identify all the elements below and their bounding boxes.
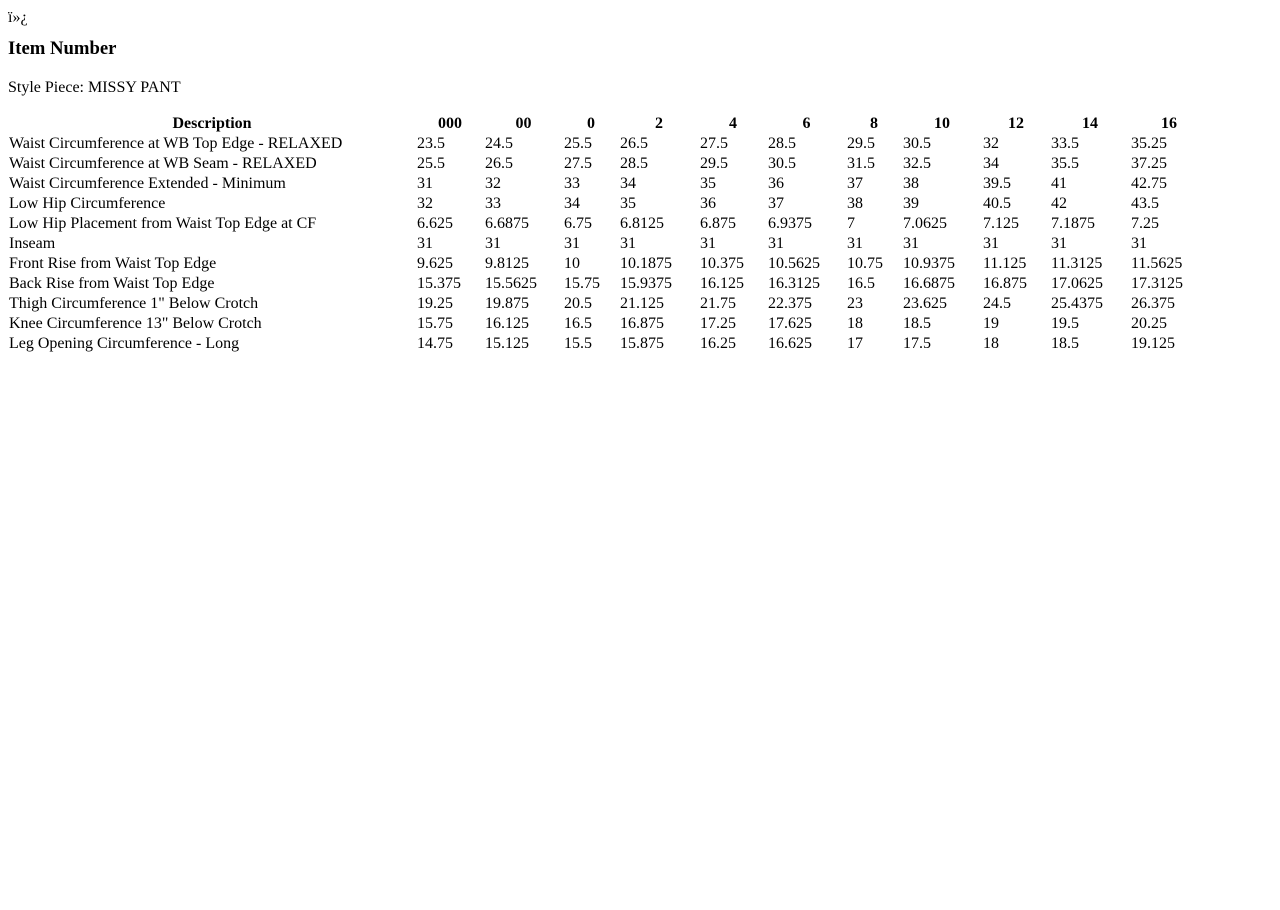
- measurement-value-cell: 19.125: [1131, 335, 1175, 352]
- measurement-value-cell: 16.25: [700, 335, 736, 352]
- measurement-value-cell: 6.6875: [485, 215, 529, 232]
- measurement-value-cell: 11.3125: [1051, 255, 1103, 272]
- measurement-value-cell: 35.25: [1131, 135, 1167, 152]
- column-header-size: 2: [655, 115, 663, 132]
- table-row: [8, 214, 1208, 234]
- column-header-size: 14: [1082, 115, 1098, 132]
- measurement-value-cell: 15.5625: [485, 275, 537, 292]
- measurement-value-cell: 36: [768, 175, 784, 192]
- measurement-value-cell: 20.5: [564, 295, 592, 312]
- measurement-value-cell: 16.5: [847, 275, 875, 292]
- measurement-value-cell: 15.75: [417, 315, 453, 332]
- measurement-value-cell: 10.1875: [620, 255, 672, 272]
- measurement-value-cell: 31: [620, 235, 636, 252]
- measurement-value-cell: 9.8125: [485, 255, 529, 272]
- measurement-description-cell: Front Rise from Waist Top Edge: [9, 255, 217, 272]
- measurement-value-cell: 37: [847, 175, 863, 192]
- measurement-value-cell: 18.5: [1051, 335, 1079, 352]
- measurement-value-cell: 32: [983, 135, 999, 152]
- measurement-value-cell: 16.875: [983, 275, 1027, 292]
- document-page: [0, 0, 1280, 354]
- measurement-value-cell: 32: [417, 195, 433, 212]
- measurement-value-cell: 7.1875: [1051, 215, 1095, 232]
- column-header-size: 6: [802, 115, 811, 132]
- measurement-description-cell: Low Hip Placement from Waist Top Edge at CF: [9, 215, 317, 232]
- table-row: [8, 314, 1208, 334]
- measurement-value-cell: 34: [983, 155, 999, 172]
- measurement-value-cell: 19.5: [1051, 315, 1079, 332]
- measurement-value-cell: 38: [903, 175, 919, 192]
- measurement-value-cell: 33.5: [1051, 135, 1079, 152]
- measurement-value-cell: 23.5: [417, 135, 445, 152]
- measurement-value-cell: 20.25: [1131, 315, 1167, 332]
- measurement-value-cell: 37.25: [1131, 155, 1167, 172]
- table-row: [8, 294, 1208, 314]
- measurement-value-cell: 39.5: [983, 175, 1011, 192]
- measurement-description-cell: Waist Circumference at WB Top Edge - RELAXED: [9, 135, 343, 152]
- measurement-value-cell: 25.4375: [1051, 295, 1103, 312]
- measurement-value-cell: 19.25: [417, 295, 453, 312]
- measurement-value-cell: 18: [983, 335, 999, 352]
- measurement-value-cell: 10.375: [700, 255, 744, 272]
- measurement-description-cell: Waist Circumference Extended - Minimum: [9, 175, 286, 192]
- measurement-value-cell: 6.875: [700, 215, 736, 232]
- table-body: [8, 134, 1208, 354]
- measurement-value-cell: 32: [485, 175, 501, 192]
- measurement-value-cell: 42: [1051, 195, 1067, 212]
- measurement-value-cell: 31: [1051, 235, 1067, 252]
- measurement-value-cell: 31: [903, 235, 919, 252]
- table-row: [8, 134, 1208, 154]
- measurement-value-cell: 23.625: [903, 295, 947, 312]
- table-row: [8, 154, 1208, 174]
- measurement-value-cell: 27.5: [564, 155, 592, 172]
- measurement-value-cell: 6.9375: [768, 215, 812, 232]
- column-header-size: 000: [438, 115, 462, 132]
- measurement-value-cell: 15.5: [564, 335, 592, 352]
- measurement-value-cell: 29.5: [847, 135, 875, 152]
- measurement-value-cell: 15.875: [620, 335, 664, 352]
- measurement-value-cell: 33: [564, 175, 580, 192]
- measurement-value-cell: 31: [983, 235, 999, 252]
- measurement-value-cell: 26.375: [1131, 295, 1175, 312]
- table-row: [8, 254, 1208, 274]
- measurement-value-cell: 21.125: [620, 295, 664, 312]
- table-row: [8, 334, 1208, 354]
- measurement-value-cell: 10.75: [847, 255, 883, 272]
- measurement-value-cell: 23: [847, 295, 863, 312]
- measurement-value-cell: 28.5: [620, 155, 648, 172]
- measurement-value-cell: 11.5625: [1131, 255, 1183, 272]
- measurement-value-cell: 10: [564, 255, 580, 272]
- measurement-value-cell: 7.125: [983, 215, 1019, 232]
- measurement-value-cell: 15.125: [485, 335, 529, 352]
- measurement-value-cell: 17.3125: [1131, 275, 1183, 292]
- measurement-value-cell: 17.0625: [1051, 275, 1103, 292]
- measurement-value-cell: 6.8125: [620, 215, 664, 232]
- measurement-value-cell: 10.5625: [768, 255, 820, 272]
- measurement-value-cell: 30.5: [903, 135, 931, 152]
- measurement-value-cell: 33: [485, 195, 501, 212]
- measurement-value-cell: 31: [847, 235, 863, 252]
- measurement-value-cell: 26.5: [620, 135, 648, 152]
- measurement-value-cell: 14.75: [417, 335, 453, 352]
- measurement-description-cell: Low Hip Circumference: [9, 195, 166, 212]
- measurement-value-cell: 40.5: [983, 195, 1011, 212]
- measurement-value-cell: 19.875: [485, 295, 529, 312]
- measurement-value-cell: 34: [564, 195, 580, 212]
- measurement-value-cell: 41: [1051, 175, 1067, 192]
- measurement-value-cell: 31: [1131, 235, 1147, 252]
- measurement-value-cell: 16.875: [620, 315, 664, 332]
- column-header-size: 10: [934, 115, 950, 132]
- measurement-value-cell: 16.125: [700, 275, 744, 292]
- measurement-value-cell: 7: [847, 215, 855, 232]
- measurement-value-cell: 31: [417, 235, 433, 252]
- measurement-value-cell: 16.3125: [768, 275, 820, 292]
- measurement-value-cell: 15.375: [417, 275, 461, 292]
- column-header-size: 4: [729, 115, 737, 132]
- measurement-value-cell: 24.5: [485, 135, 513, 152]
- measurement-value-cell: 37: [768, 195, 784, 212]
- measurement-value-cell: 15.75: [564, 275, 600, 292]
- measurement-value-cell: 15.9375: [620, 275, 672, 292]
- measurement-spec-table: [8, 114, 1208, 354]
- measurement-value-cell: 29.5: [700, 155, 728, 172]
- measurement-value-cell: 24.5: [983, 295, 1011, 312]
- column-header-size: 00: [515, 115, 532, 132]
- measurement-value-cell: 18: [847, 315, 863, 332]
- measurement-value-cell: 31: [700, 235, 716, 252]
- table-row: [8, 174, 1208, 194]
- measurement-value-cell: 7.0625: [903, 215, 947, 232]
- measurement-value-cell: 35: [700, 175, 716, 192]
- measurement-value-cell: 35: [620, 195, 636, 212]
- column-header-size: 0: [587, 115, 595, 132]
- table-row: [8, 194, 1208, 214]
- measurement-value-cell: 17.5: [903, 335, 931, 352]
- measurement-value-cell: 17.625: [768, 315, 812, 332]
- measurement-value-cell: 16.125: [485, 315, 529, 332]
- measurement-value-cell: 35.5: [1051, 155, 1079, 172]
- measurement-value-cell: 16.6875: [903, 275, 955, 292]
- measurement-description-cell: Waist Circumference at WB Seam - RELAXED: [9, 155, 317, 172]
- measurement-value-cell: 43.5: [1131, 195, 1159, 212]
- measurement-value-cell: 32.5: [903, 155, 931, 172]
- measurement-value-cell: 18.5: [903, 315, 931, 332]
- measurement-value-cell: 22.375: [768, 295, 812, 312]
- measurement-value-cell: 21.75: [700, 295, 736, 312]
- measurement-value-cell: 6.75: [564, 215, 592, 232]
- measurement-value-cell: 25.5: [564, 135, 592, 152]
- measurement-value-cell: 31.5: [847, 155, 875, 172]
- measurement-description-cell: Back Rise from Waist Top Edge: [9, 275, 215, 292]
- measurement-value-cell: 27.5: [700, 135, 728, 152]
- page-heading: Item Number: [8, 38, 117, 59]
- measurement-value-cell: 6.625: [417, 215, 453, 232]
- measurement-value-cell: 31: [768, 235, 784, 252]
- measurement-value-cell: 16.5: [564, 315, 592, 332]
- table-row: [8, 274, 1208, 294]
- measurement-value-cell: 36: [700, 195, 716, 212]
- table-row: [8, 234, 1208, 254]
- measurement-value-cell: 39: [903, 195, 919, 212]
- measurement-value-cell: 31: [417, 175, 433, 192]
- measurement-value-cell: 19: [983, 315, 999, 332]
- measurement-value-cell: 28.5: [768, 135, 796, 152]
- column-header-description: Description: [172, 115, 252, 132]
- style-piece-label: Style Piece: MISSY PANT: [8, 79, 181, 96]
- measurement-value-cell: 17: [847, 335, 863, 352]
- measurement-value-cell: 9.625: [417, 255, 453, 272]
- column-header-size: 8: [870, 115, 878, 132]
- encoding-artifact-text: ï»¿: [8, 9, 28, 26]
- measurement-description-cell: Inseam: [9, 235, 56, 252]
- measurement-value-cell: 42.75: [1131, 175, 1167, 192]
- measurement-value-cell: 17.25: [700, 315, 736, 332]
- measurement-value-cell: 7.25: [1131, 215, 1159, 232]
- measurement-value-cell: 26.5: [485, 155, 513, 172]
- table-header-row: [8, 114, 1208, 134]
- measurement-description-cell: Knee Circumference 13" Below Crotch: [9, 315, 262, 332]
- measurement-value-cell: 16.625: [768, 335, 812, 352]
- measurement-value-cell: 31: [564, 235, 580, 252]
- measurement-value-cell: 30.5: [768, 155, 796, 172]
- measurement-description-cell: Leg Opening Circumference - Long: [9, 335, 240, 352]
- column-header-size: 16: [1161, 115, 1177, 132]
- measurement-value-cell: 10.9375: [903, 255, 955, 272]
- measurement-value-cell: 31: [485, 235, 501, 252]
- measurement-value-cell: 38: [847, 195, 863, 212]
- measurement-value-cell: 25.5: [417, 155, 445, 172]
- measurement-value-cell: 34: [620, 175, 636, 192]
- measurement-description-cell: Thigh Circumference 1" Below Crotch: [9, 295, 259, 312]
- measurement-value-cell: 11.125: [983, 255, 1027, 272]
- column-header-size: 12: [1008, 115, 1024, 132]
